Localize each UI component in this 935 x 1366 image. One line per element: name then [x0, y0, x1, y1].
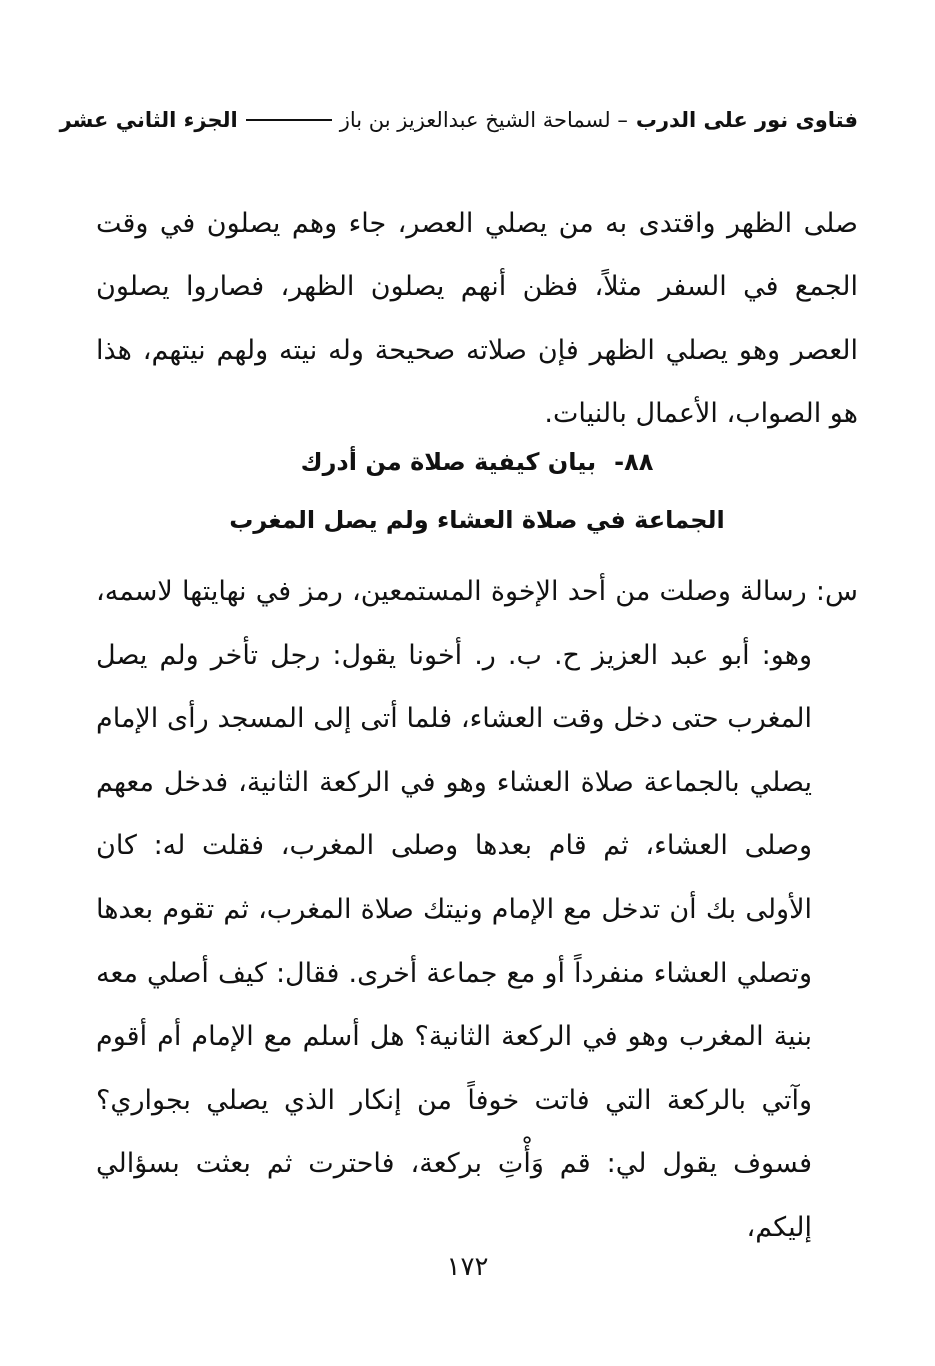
question-body: وهو: أبو عبد العزيز ح. ب. ر. أخونا يقول: رجل تأخر ولم يصل المغرب حتى دخل وقت العشاء، فلما أتى إلى المسجد رأى الإمام يصلي بالجماعة صلاة العشاء وهو في الركعة الثانية، فدخل معهم وصلى العشاء، ثم قام بعدها وصلى المغرب، فقلت له: كان الأولى بك أن تدخل مع الإمام ونيتك صلاة المغرب، ثم تقوم بعدها وتصلي العشاء منفرداً أو مع جماعة أخرى. فقال: كيف أصلي معه بنية المغرب وهو في الركعة الثانية؟ هل أسلم مع الإمام أم أقوم وآتي بالركعة التي فاتت خوفاً من إنكار الذي يصلي بجواري؟ فسوف يقول لي: قم وَأْتِ بركعة، فاحترت ثم بعثت بسؤالي إليكم، [96, 639, 812, 1243]
author-name: – لسماحة الشيخ عبدالعزيز بن باز [339, 107, 628, 132]
section-title-line1: بيان كيفية صلاة من أدرك [300, 448, 597, 476]
continuation-paragraph: صلى الظهر واقتدى به من يصلي العصر، جاء وهم يصلون في وقت الجمع في السفر مثلاً، فظن أنهم يصلون الظهر، فصاروا يصلون العصر وهو يصلي الظهر فإن صلاته صحيحة وله نيته ولهم نيتهم، هذا هو الصواب، الأعمال بالنيات. [96, 208, 858, 430]
header-rule [246, 119, 332, 121]
section-heading-line1 [96, 442, 858, 482]
page-number: ١٧٢ [446, 1252, 489, 1282]
book-title: فتاوى نور على الدرب [635, 107, 858, 132]
question-first-line: س: رسالة وصلت من أحد الإخوة المستمعين، رمز في نهايتها لاسمه، [96, 576, 858, 607]
running-header [59, 100, 858, 140]
question-block [96, 560, 858, 1260]
section-number: ٨٨- [614, 448, 654, 476]
section-title-line2: الجماعة في صلاة العشاء ولم يصل المغرب [229, 506, 725, 534]
part-label: الجزء الثاني عشر [59, 107, 238, 132]
section-heading-line2 [96, 500, 858, 540]
